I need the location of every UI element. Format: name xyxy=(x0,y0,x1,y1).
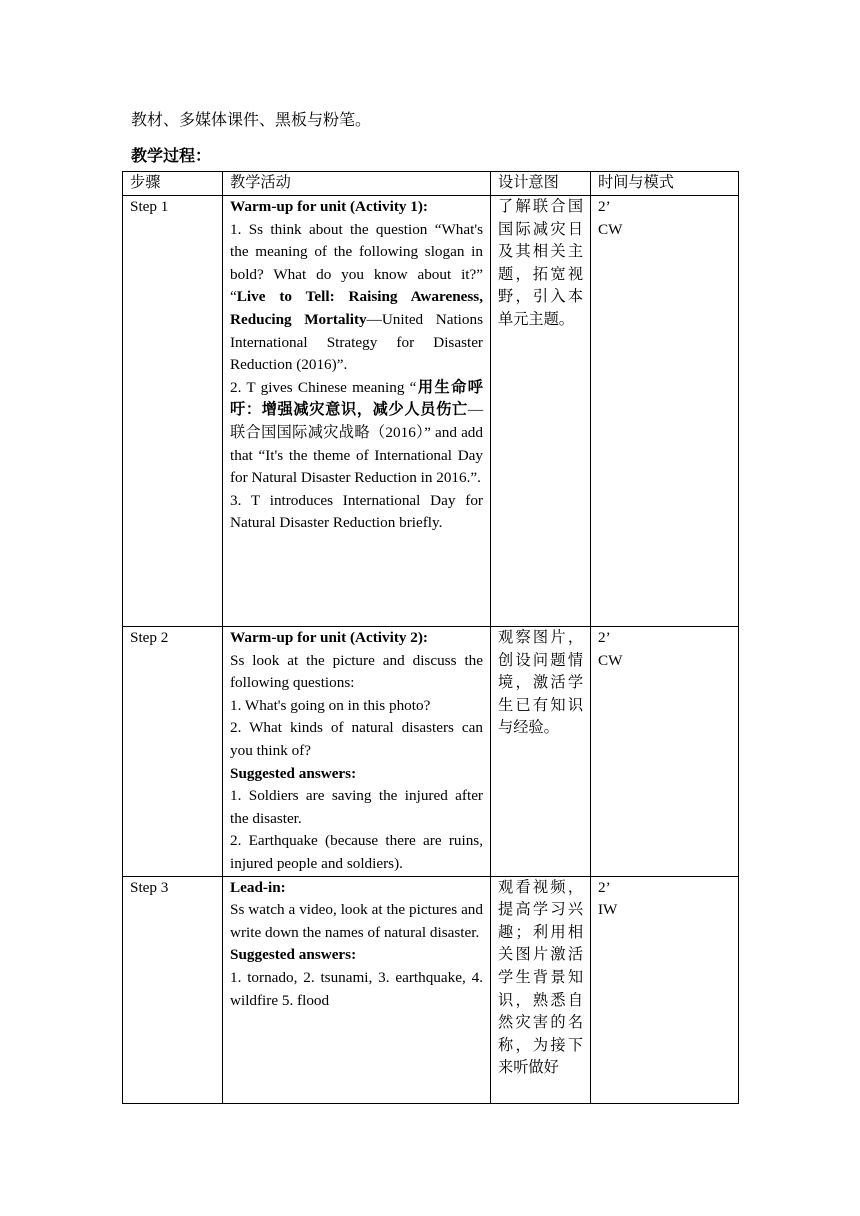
mode-value: CW xyxy=(598,651,623,669)
time-value: 2’ xyxy=(598,198,611,215)
time-value: 2’ xyxy=(598,878,611,896)
table-row xyxy=(123,876,739,1103)
activity-cell xyxy=(223,876,491,1103)
header-intent: 设计意图 xyxy=(491,172,591,196)
activity-title: Warm-up for unit (Activity 1): xyxy=(230,198,428,215)
step-cell: Step 2 xyxy=(123,627,223,877)
time-mode-cell xyxy=(591,627,739,877)
activity-cell xyxy=(223,627,491,877)
table-row xyxy=(123,196,739,627)
time-value: 2’ xyxy=(598,629,611,646)
question-item: 1. What's going on in this photo? xyxy=(230,696,431,714)
step-cell: Step 1 xyxy=(123,196,223,627)
table-row xyxy=(123,627,739,877)
activity-cell xyxy=(223,196,491,627)
answer-item: 2. Earthquake (because there are ruins, injured people and soldiers). xyxy=(230,832,483,872)
table-header-row xyxy=(123,172,739,196)
step-cell: Step 3 xyxy=(123,876,223,1103)
materials-line: 教材、多媒体课件、黑板与粉笔。 xyxy=(131,112,372,129)
intent-cell: 观察图片，创设问题情境，激活学生已有知识与经验。 xyxy=(491,627,591,877)
lesson-table xyxy=(122,171,739,1104)
answer-item: 1. Soldiers are saving the injured after the disaster. xyxy=(230,787,483,827)
activity-item: 1. Ss think about the question “What's the meaning of the following slogan in bold? What do you know about it?” “Live to Tell: Raising Awareness, Reducing Mortality—United Nations International Strategy for Disaster Reduction (2016)”. xyxy=(230,220,483,374)
activity-intro: Ss look at the picture and discuss the following questions: xyxy=(230,651,483,692)
answer-item: 1. tornado, 2. tsunami, 3. earthquake, 4. wildfire 5. flood xyxy=(230,968,483,1009)
mode-value: CW xyxy=(598,220,623,238)
header-step: 步骤 xyxy=(123,172,223,196)
process-heading: 教学过程： xyxy=(131,148,212,165)
answers-title: Suggested answers: xyxy=(230,946,357,964)
time-mode-cell xyxy=(591,876,739,1103)
activity-intro: Ss watch a video, look at the pictures and write down the names of natural disaster. xyxy=(230,901,483,941)
header-time-mode: 时间与模式 xyxy=(591,172,739,196)
question-item: 2. What kinds of natural disasters can you think of? xyxy=(230,719,483,759)
time-mode-cell xyxy=(591,196,739,627)
intent-cell: 观看视频，提高学习兴趣；利用相关图片激活学生背景知识，熟悉自然灾害的名称，为接下来听做好 xyxy=(491,876,591,1103)
intent-cell: 了解联合国国际减灾日及其相关主题，拓宽视野，引入本单元主题。 xyxy=(491,196,591,627)
activity-item: 2. T gives Chinese meaning “用生命呼吁：增强减灾意识，减少人员伤亡—联合国国际减灾战略（2016）” and add that “It's the theme of International Day for Natural Disaster Reduction in 2016.”. xyxy=(230,378,483,487)
mode-value: IW xyxy=(598,901,618,919)
activity-item: 3. T introduces International Day for Natural Disaster Reduction briefly. xyxy=(230,491,483,532)
header-activity: 教学活动 xyxy=(223,172,491,196)
activity-title: Warm-up for unit (Activity 2): xyxy=(230,629,428,646)
answers-title: Suggested answers: xyxy=(230,764,357,782)
activity-title: Lead-in: xyxy=(230,878,286,896)
